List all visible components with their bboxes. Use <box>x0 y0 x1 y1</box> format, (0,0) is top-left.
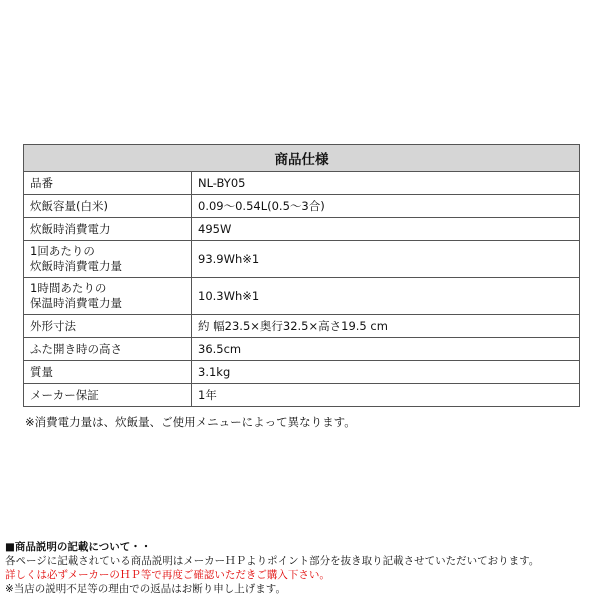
table-row <box>24 384 580 407</box>
spec-value: 93.9Wh※1 <box>192 241 580 278</box>
spec-table <box>23 144 580 407</box>
table-row <box>24 218 580 241</box>
notice-line: ※当店の説明不足等の理由での返品はお断り申し上げます。 <box>5 583 286 595</box>
table-row <box>24 241 580 278</box>
spec-label: 1時間あたりの 保温時消費電力量 <box>24 278 192 315</box>
notice-line: 各ページに記載されている商品説明はメーカーＨＰよりポイント部分を抜き取り記載させていただいております。 <box>5 555 540 567</box>
spec-label: 品番 <box>24 172 192 195</box>
spec-value: 3.1kg <box>192 361 580 384</box>
table-row <box>24 278 580 315</box>
spec-value: 約 幅23.5×奥行32.5×高さ19.5 cm <box>192 315 580 338</box>
spec-label: 質量 <box>24 361 192 384</box>
spec-label: メーカー保証 <box>24 384 192 407</box>
notice-title: ■商品説明の記載について・・ <box>5 541 152 553</box>
table-row <box>24 172 580 195</box>
table-row <box>24 195 580 218</box>
table-row <box>24 361 580 384</box>
spec-label: 炊飯時消費電力 <box>24 218 192 241</box>
table-row <box>24 315 580 338</box>
description-notice <box>5 540 597 596</box>
spec-value: 1年 <box>192 384 580 407</box>
spec-value: 10.3Wh※1 <box>192 278 580 315</box>
table-row <box>24 338 580 361</box>
spec-label: 1回あたりの 炊飯時消費電力量 <box>24 241 192 278</box>
spec-label: 炊飯容量(白米) <box>24 195 192 218</box>
notice-warning-line: 詳しくは必ずメーカーのＨＰ等で再度ご確認いただきご購入下さい。 <box>5 569 330 581</box>
power-consumption-footnote: ※消費電力量は、炊飯量、ご使用メニューによって異なります。 <box>25 415 356 429</box>
spec-header-row <box>24 145 580 172</box>
spec-label: 外形寸法 <box>24 315 192 338</box>
spec-title: 商品仕様 <box>24 145 580 172</box>
spec-label: ふた開き時の高さ <box>24 338 192 361</box>
spec-value: 0.09～0.54L(0.5～3合) <box>192 195 580 218</box>
spec-value: NL-BY05 <box>192 172 580 195</box>
spec-value: 36.5cm <box>192 338 580 361</box>
spec-value: 495W <box>192 218 580 241</box>
